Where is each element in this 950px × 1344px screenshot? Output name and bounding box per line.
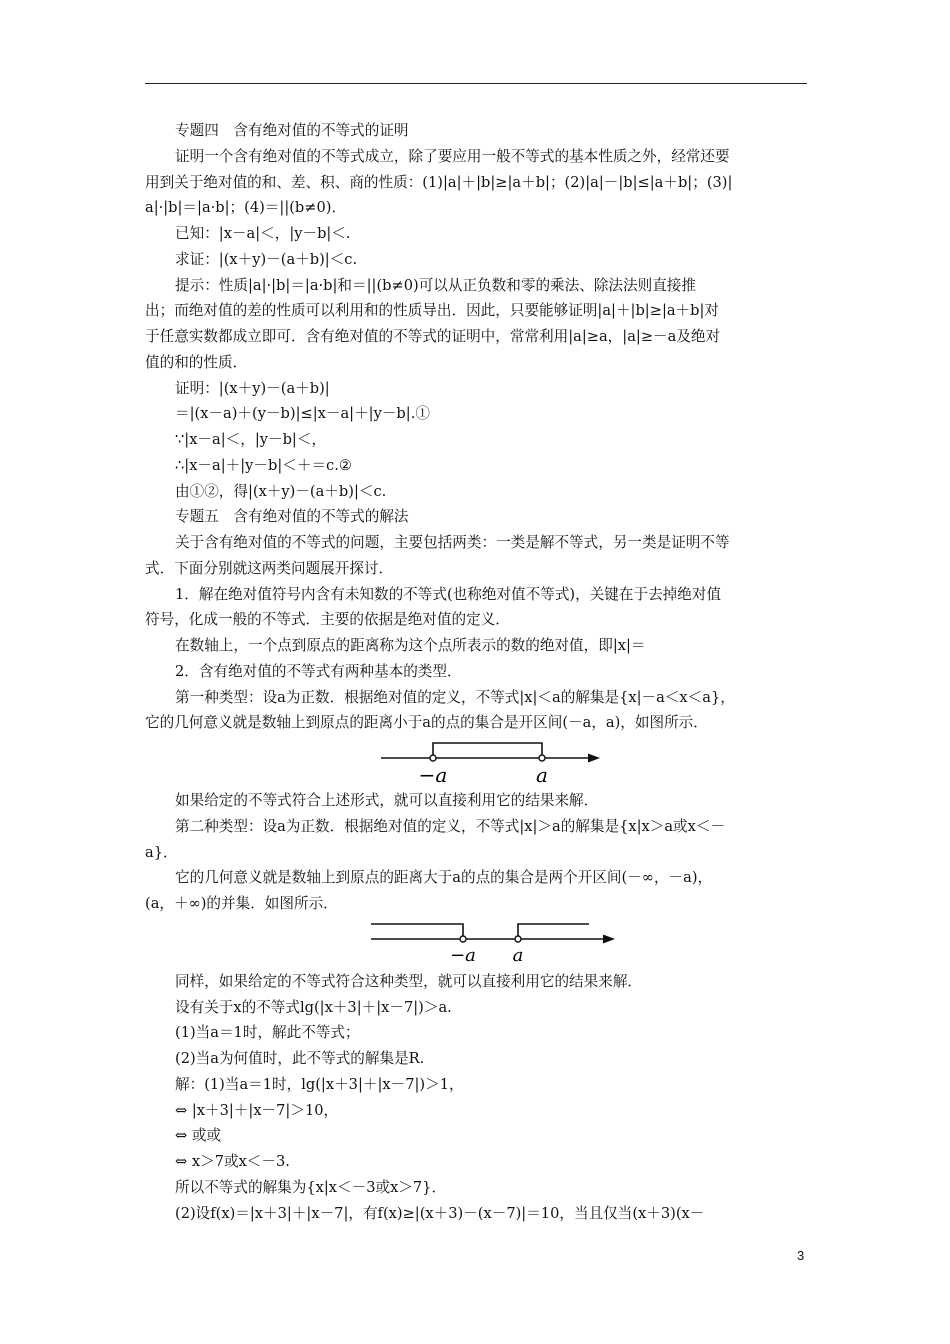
right-ray-bracket	[518, 924, 589, 939]
text-line: 值的和的性质．	[145, 353, 248, 371]
text-line: 第一种类型：设a为正数．根据绝对值的定义，不等式|x|＜a的解集是{x|－a＜x＜a}，	[175, 688, 735, 706]
open-endpoint-left	[460, 936, 466, 942]
text-line: (1)当a＝1时，解此不等式；	[175, 1024, 360, 1042]
text-line: ∵|x－a|＜，|y－b|＜，	[175, 431, 327, 448]
text-line: a|·|b|＝|a·b|；(4)＝||(b≠0)．	[145, 199, 347, 217]
text-block-3	[145, 969, 807, 1227]
text-line: (2)设f(x)＝|x＋3|＋|x－7|，有f(x)≥|(x＋3)－(x－7)|＝10，当且仅当(x＋3)(x－	[175, 1204, 705, 1222]
text-line: 设有关于x的不等式lg(|x＋3|＋|x－7|)＞a.	[175, 998, 452, 1016]
axis-arrow	[603, 934, 615, 943]
text-line: ⇔ x＞7或x＜－3.	[175, 1153, 290, 1170]
text-line: 出；而绝对值的差的性质可以利用和的性质导出．因此，只要能够证明|a|＋|b|≥|a＋b|对	[145, 302, 720, 320]
text-line: a}．	[145, 843, 178, 861]
number-line-1-svg	[145, 736, 807, 788]
text-line: 2．含有绝对值的不等式有两种基本的类型．	[175, 662, 462, 680]
text-line: ＝|(x－a)＋(y－b)|≤|x－a|＋|y－b|.①	[175, 405, 430, 423]
text-line: 关于含有绝对值的不等式的问题，主要包括两类：一类是解不等式，另一类是证明不等	[175, 534, 730, 551]
open-endpoint-right	[515, 936, 521, 942]
text-line: 专题五 含有绝对值的不等式的解法	[175, 508, 409, 526]
axis-arrow	[588, 754, 600, 763]
text-line: 已知：|x－a|＜，|y－b|＜.	[175, 225, 351, 242]
number-line-figure-1	[145, 736, 807, 788]
number-line-figure-2	[145, 917, 807, 969]
text-line: 1．解在绝对值符号内含有未知数的不等式(也称绝对值不等式)，关键在于去掉绝对值	[175, 585, 722, 603]
text-line: 同样，如果给定的不等式符合这种类型，就可以直接利用它的结果来解．	[175, 972, 643, 990]
page-number: 3	[797, 1248, 805, 1263]
text-line: ∴|x－a|＋|y－b|＜＋＝c.②	[175, 456, 352, 474]
open-endpoint-right	[539, 755, 545, 761]
tick-label-a: a	[536, 763, 548, 787]
text-line: 提示：性质|a|·|b|＝|a·b|和＝||(b≠0)可以从正负数和零的乘法、除法法则直接推	[175, 276, 696, 294]
text-line: 解：(1)当a＝1时，lg(|x＋3|＋|x－7|)＞1，	[175, 1075, 464, 1093]
text-line: 由①②，得|(x＋y)－(a＋b)|＜c.	[175, 482, 387, 500]
text-line: ⇔ |x＋3|＋|x－7|＞10，	[175, 1101, 339, 1119]
text-line: 专题四 含有绝对值的不等式的证明	[175, 122, 409, 139]
text-line: 于任意实数都成立即可．含有绝对值的不等式的证明中，常常利用|a|≥a，|a|≥－a及绝对	[145, 328, 721, 345]
text-line: 用到关于绝对值的和、差、积、商的性质：(1)|a|＋|b|≥|a＋b|；(2)|a|－|b|≤|a＋b|；(3)|	[145, 173, 733, 191]
text-line: 在数轴上，一个点到原点的距离称为这个点所表示的数的绝对值，即|x|＝	[175, 637, 646, 654]
text-line: 所以不等式的解集为{x|x＜－3或x＞7}．	[175, 1178, 447, 1196]
text-line: 第二种类型：设a为正数．根据绝对值的定义，不等式|x|＞a的解集是{x|x＞a或x＜－	[175, 817, 726, 835]
tick-label-a: a	[512, 944, 524, 966]
text-line: ⇔ 或或	[175, 1127, 222, 1145]
header-rule	[145, 83, 807, 84]
text-line: 求证：|(x＋y)－(a＋b)|＜c.	[175, 250, 358, 268]
text-line: 符号，化成一般的不等式．主要的依据是绝对值的定义．	[145, 611, 510, 629]
text-line: 如果给定的不等式符合上述形式，就可以直接利用它的结果来解．	[175, 792, 599, 809]
left-ray-bracket	[371, 924, 463, 939]
text-line: 它的几何意义就是数轴上到原点的距离小于a的点的集合是开区间(－a，a)，如图所示．	[145, 714, 708, 732]
text-line: 它的几何意义就是数轴上到原点的距离大于a的点的集合是两个开区间(－∞，－a)，	[175, 869, 713, 887]
interval-bracket	[433, 743, 542, 758]
text-block-1	[145, 118, 807, 736]
text-line: 式．下面分别就这两类问题展开探讨．	[145, 559, 394, 577]
text-line: 证明一个含有绝对值的不等式成立，除了要应用一般不等式的基本性质之外，经常还要	[175, 147, 730, 165]
page-body	[145, 118, 807, 1226]
open-endpoint-left	[430, 755, 436, 761]
text-line: (a，＋∞)的并集．如图所示．	[145, 895, 338, 912]
text-block-2	[145, 788, 807, 917]
number-line-2-svg	[145, 917, 807, 969]
tick-label-neg-a: −a	[418, 763, 448, 787]
text-line: (2)当a为何值时，此不等式的解集是R.	[175, 1050, 425, 1067]
tick-label-neg-a: −a	[450, 944, 476, 966]
text-line: 证明：|(x＋y)－(a＋b)|	[175, 379, 330, 397]
